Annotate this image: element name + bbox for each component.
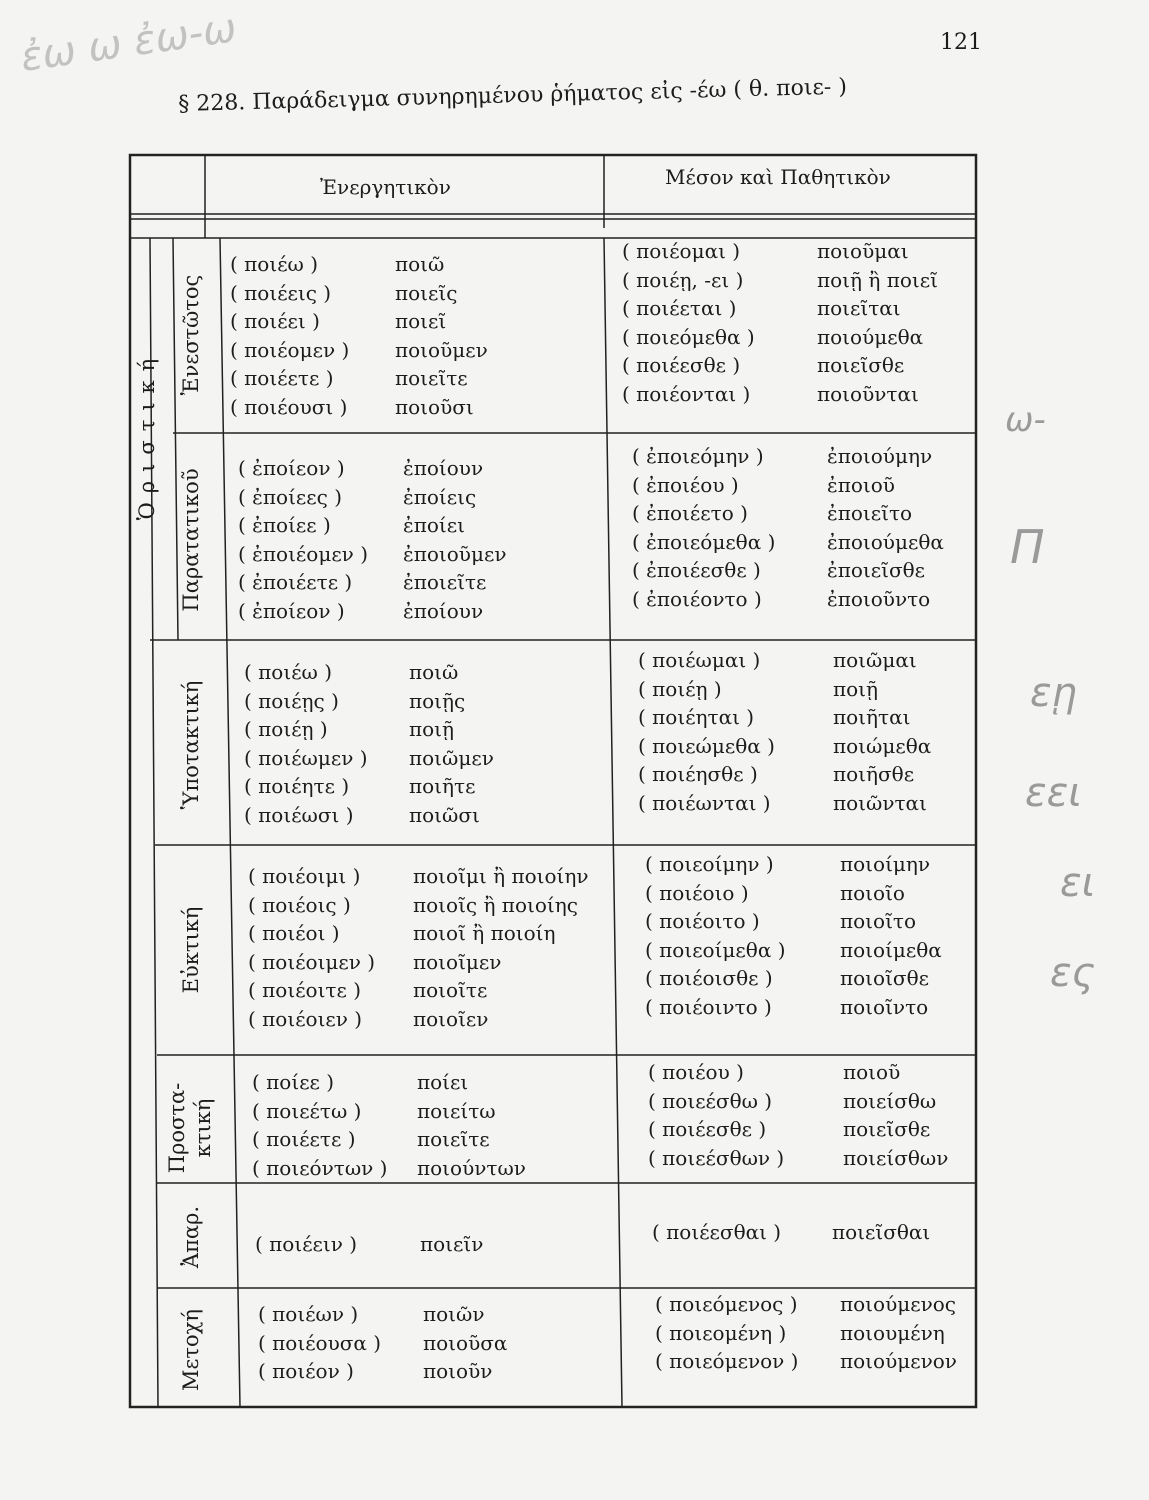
form-row — [645, 964, 942, 993]
uncontracted-form: ( ποιέοιντο ) — [645, 994, 772, 1019]
contracted-form: ποιοίμεθα — [840, 937, 942, 962]
form-row — [238, 597, 506, 626]
form-row — [638, 675, 931, 704]
contracted-form: ποιοῖτε — [413, 978, 488, 1002]
uncontracted-form: ( ποιέησθε ) — [638, 762, 758, 786]
contracted-form: ἐποιεῖτο — [827, 501, 913, 525]
form-row — [238, 511, 506, 540]
uncontracted-form: ( ἐποιεόμεθα ) — [632, 529, 776, 554]
uncontracted-form: ( ποιέει ) — [230, 309, 320, 333]
cell-participle-middle — [655, 1290, 957, 1376]
form-row — [244, 744, 494, 773]
form-row — [238, 568, 506, 597]
contracted-form: ποιῇ ἢ ποιεῖ — [817, 267, 938, 292]
section-label-imperfect: Παρατατικοῦ — [179, 468, 203, 612]
form-row — [648, 1144, 948, 1173]
contracted-form: ποιῆσθε — [833, 762, 915, 786]
form-row — [645, 936, 942, 965]
contracted-form: ποιοῖσθε — [840, 966, 929, 990]
form-row — [248, 919, 589, 948]
form-row — [622, 266, 938, 295]
column-header-active: Ἐνεργητικὸν — [320, 175, 451, 199]
uncontracted-form: ( ποιέοιο ) — [645, 880, 749, 905]
form-row — [248, 1005, 589, 1034]
contracted-form: ποιῶν — [423, 1302, 485, 1326]
form-row — [622, 351, 938, 380]
form-row — [252, 1068, 526, 1097]
uncontracted-form: ( ποιεόντων ) — [252, 1155, 388, 1180]
contracted-form: ἐποίεις — [403, 484, 477, 509]
contracted-form: ἐποίουν — [403, 456, 484, 480]
form-row — [252, 1154, 526, 1183]
uncontracted-form: ( ποιέοι ) — [248, 921, 340, 945]
contracted-form: ἐποίει — [403, 513, 465, 537]
uncontracted-form: ( ποιέειν ) — [255, 1232, 358, 1256]
section-label-subjunctive: Ὑποτακτική — [179, 680, 203, 810]
uncontracted-form: ( ποιεώμεθα ) — [638, 733, 775, 758]
uncontracted-form: ( ποιέῃ ) — [244, 717, 328, 741]
contracted-form: ποιεῖ — [395, 309, 447, 333]
section-label-optative: Εὐκτική — [179, 906, 203, 994]
contracted-form: ἐποίουν — [403, 598, 484, 623]
contracted-form: ποιουμένη — [840, 1320, 945, 1345]
contracted-form: ποιῇ — [833, 676, 879, 701]
form-row — [244, 715, 494, 744]
cell-imperative-active — [252, 1068, 526, 1182]
form-row — [645, 850, 942, 879]
contracted-form: ἐποιούμην — [827, 444, 933, 468]
uncontracted-form: ( ποιέωμαι ) — [638, 648, 761, 672]
contracted-form: ποιοίμην — [840, 852, 931, 876]
uncontracted-form: ( ποιέον ) — [258, 1359, 354, 1383]
form-row — [638, 760, 931, 789]
contracted-form: ποιοῖμεν — [413, 949, 502, 974]
uncontracted-form: ( ποιεέσθω ) — [648, 1088, 773, 1113]
contracted-form: ποιούμενον — [840, 1349, 957, 1373]
form-row — [655, 1347, 957, 1376]
contracted-form: ποιοῦνται — [817, 381, 919, 406]
uncontracted-form: ( ποιέῃ ) — [638, 676, 722, 701]
contracted-form: ἐποιούμεθα — [827, 529, 944, 554]
uncontracted-form: ( ποιεοίμην ) — [645, 852, 774, 876]
column-header-middle: Μέσον καὶ Παθητικὸν — [665, 165, 891, 189]
cell-infinitive-active — [255, 1230, 483, 1259]
uncontracted-form: ( ποιέῃ, -ει ) — [622, 267, 744, 292]
contracted-form: ποιῶσι — [409, 802, 480, 827]
form-row — [252, 1097, 526, 1126]
uncontracted-form: ( ποιέοισθε ) — [645, 966, 773, 990]
uncontracted-form: ( ποιεομένη ) — [655, 1320, 787, 1345]
contracted-form: ἐποιεῖτε — [403, 570, 487, 594]
contracted-form: ποιοῦσα — [423, 1330, 508, 1355]
contracted-form: ποιοῖεν — [413, 1006, 489, 1031]
uncontracted-form: ( ποιεόμενον ) — [655, 1349, 799, 1373]
uncontracted-form: ( ποιέεσθε ) — [622, 353, 741, 377]
uncontracted-form: ( ποίεε ) — [252, 1070, 335, 1094]
form-row — [244, 801, 494, 830]
contracted-form: ποιεῖν — [420, 1232, 484, 1256]
mood-label-indicative: Ὁριστική — [135, 349, 159, 521]
form-row — [258, 1300, 507, 1329]
uncontracted-form: ( ποιέεις ) — [230, 280, 332, 305]
form-row — [638, 789, 931, 818]
form-row — [632, 442, 944, 471]
uncontracted-form: ( ποιέητε ) — [244, 774, 350, 798]
form-row — [230, 279, 488, 308]
margin-note-omega: ω- — [1005, 400, 1046, 440]
contracted-form: ποιεῖσθε — [843, 1117, 931, 1141]
form-row — [258, 1329, 507, 1358]
uncontracted-form: ( ἐποιέοντο ) — [632, 586, 762, 611]
cell-imperfect-middle — [632, 442, 944, 613]
uncontracted-form: ( ποιεοίμεθα ) — [645, 937, 786, 962]
contracted-form: ποιοῦσι — [395, 394, 474, 419]
contracted-form: ποίει — [417, 1070, 469, 1094]
uncontracted-form: ( ποιέομαι ) — [622, 239, 741, 263]
uncontracted-form: ( ἐποιέεσθε ) — [632, 558, 761, 582]
uncontracted-form: ( ποιέωσι ) — [244, 802, 354, 827]
cell-imperative-middle — [648, 1058, 948, 1172]
form-row — [230, 250, 488, 279]
uncontracted-form: ( ποιεόμενος ) — [655, 1292, 798, 1316]
uncontracted-form: ( ποιέω ) — [244, 660, 333, 684]
contracted-form: ποιούμενος — [840, 1292, 956, 1316]
uncontracted-form: ( ποιέομεν ) — [230, 337, 350, 362]
uncontracted-form: ( ποιέετε ) — [230, 366, 334, 390]
page-number: 121 — [940, 30, 982, 55]
cell-present-active — [230, 250, 488, 421]
margin-note-es: ες — [1050, 950, 1096, 996]
form-row — [244, 772, 494, 801]
form-row — [638, 703, 931, 732]
margin-note-ei2: εει — [1025, 770, 1082, 816]
form-row — [652, 1218, 930, 1247]
form-row — [638, 646, 931, 675]
form-row — [622, 380, 938, 409]
form-row — [622, 237, 938, 266]
margin-note-ei3: ει — [1060, 860, 1096, 906]
contracted-form: ποιῶνται — [833, 790, 927, 815]
contracted-form: ποιῆται — [833, 705, 911, 729]
uncontracted-form: ( ποιέουσι ) — [230, 394, 348, 419]
uncontracted-form: ( ποιέων ) — [258, 1302, 359, 1326]
cell-present-middle — [622, 237, 938, 408]
contracted-form: ποιεῖσθαι — [832, 1220, 931, 1244]
uncontracted-form: ( ἐποίεες ) — [238, 484, 343, 509]
contracted-form: ἐποιεῖσθε — [827, 558, 926, 582]
uncontracted-form: ( ἐποιέομεν ) — [238, 541, 368, 566]
contracted-form: ποιοῖς ἢ ποιοίης — [413, 892, 578, 917]
form-row — [230, 336, 488, 365]
form-row — [258, 1357, 507, 1386]
form-row — [238, 483, 506, 512]
form-row — [632, 585, 944, 614]
section-label-imperative: Προστα- κτική — [165, 1082, 215, 1174]
uncontracted-form: ( ἐποίεε ) — [238, 513, 331, 537]
uncontracted-form: ( ποιεόμεθα ) — [622, 324, 755, 349]
section-heading: § 228. Παράδειγμα συνηρημένου ῥήματος εἰς -έω ( θ. ποιε- ) — [178, 74, 848, 117]
contracted-form: ἐποιοῦ — [827, 472, 895, 497]
contracted-form: ποιεῖτε — [395, 366, 468, 390]
form-row — [655, 1319, 957, 1348]
uncontracted-form: ( ἐποίεον ) — [238, 456, 345, 480]
uncontracted-form: ( ἐποιέετε ) — [238, 570, 353, 594]
cell-participle-active — [258, 1300, 507, 1386]
form-row — [655, 1290, 957, 1319]
contracted-form: ποιοῖο — [840, 880, 905, 905]
form-row — [622, 294, 938, 323]
uncontracted-form: ( ἐποιέετο ) — [632, 501, 748, 525]
form-row — [648, 1058, 948, 1087]
contracted-form: ποιοῖ ἢ ποιοίη — [413, 921, 556, 945]
uncontracted-form: ( ποιέοιτε ) — [248, 978, 362, 1002]
contracted-form: ποιώμεθα — [833, 733, 932, 758]
cell-optative-active — [248, 862, 589, 1033]
contracted-form: ποιοῖντο — [840, 994, 929, 1019]
form-row — [645, 993, 942, 1022]
cell-subjunctive-middle — [638, 646, 931, 817]
contracted-form: ποιεῖτε — [417, 1127, 490, 1151]
uncontracted-form: ( ἐποιεόμην ) — [632, 444, 764, 468]
cell-imperfect-active — [238, 454, 506, 625]
contracted-form: ποιοῖμι ἢ ποιοίην — [413, 864, 589, 888]
cell-infinitive-middle — [652, 1218, 930, 1247]
contracted-form: ποιεῖται — [817, 296, 901, 320]
uncontracted-form: ( ποιεέτω ) — [252, 1098, 362, 1123]
form-row — [244, 687, 494, 716]
contracted-form: ποιείτω — [417, 1098, 496, 1123]
form-row — [632, 556, 944, 585]
contracted-form: ποιῶμαι — [833, 648, 917, 672]
uncontracted-form: ( ποιέεσθε ) — [648, 1117, 767, 1141]
form-row — [230, 364, 488, 393]
cell-optative-middle — [645, 850, 942, 1021]
margin-note-ei1: εῃ — [1030, 670, 1077, 716]
contracted-form: ποιῶ — [395, 252, 445, 276]
contracted-form: ποιῇ — [409, 717, 455, 741]
form-row — [648, 1087, 948, 1116]
form-row — [638, 732, 931, 761]
section-label-participle: Μετοχή — [179, 1309, 203, 1391]
form-row — [248, 948, 589, 977]
uncontracted-form: ( ποιέοιμεν ) — [248, 949, 376, 974]
contracted-form: ἐποιοῦντο — [827, 586, 931, 611]
form-row — [238, 454, 506, 483]
contracted-form: ποιούντων — [417, 1155, 526, 1180]
uncontracted-form: ( ποιέοις ) — [248, 892, 351, 917]
contracted-form: ποιοῦμεν — [395, 337, 488, 362]
uncontracted-form: ( ποιέοιμι ) — [248, 864, 361, 888]
contracted-form: ποιείσθω — [843, 1088, 937, 1113]
form-row — [248, 891, 589, 920]
uncontracted-form: ( ποιέῃς ) — [244, 688, 339, 713]
contracted-form: ποιῶ — [409, 660, 459, 684]
contracted-form: ποιείσθων — [843, 1145, 949, 1170]
section-label-present: Ἐνεστῶτος — [179, 274, 203, 396]
uncontracted-form: ( ποιέεται ) — [622, 296, 737, 320]
form-row — [632, 528, 944, 557]
uncontracted-form: ( ποιέοιτο ) — [645, 909, 760, 933]
pencil-scribble-top: ἐω ω ἐω-ω — [17, 5, 240, 81]
cell-subjunctive-active — [244, 658, 494, 829]
contracted-form: ποιούμεθα — [817, 324, 924, 349]
uncontracted-form: ( ποιέετε ) — [252, 1127, 356, 1151]
uncontracted-form: ( ποιέωμεν ) — [244, 745, 368, 770]
contracted-form: ποιῶμεν — [409, 745, 494, 770]
contracted-form: ποιοῖτο — [840, 909, 917, 933]
uncontracted-form: ( ποιέουσα ) — [258, 1330, 382, 1355]
uncontracted-form: ( ποιέηται ) — [638, 705, 755, 729]
uncontracted-form: ( ποιέοιεν ) — [248, 1006, 363, 1031]
uncontracted-form: ( ἐποίεον ) — [238, 598, 345, 623]
contracted-form: ποιοῦν — [423, 1359, 493, 1383]
form-row — [632, 471, 944, 500]
form-row — [248, 862, 589, 891]
form-row — [248, 976, 589, 1005]
uncontracted-form: ( ποιέωνται ) — [638, 790, 771, 815]
section-label-infinitive: Ἀπαρ. — [179, 1205, 203, 1269]
form-row — [238, 540, 506, 569]
uncontracted-form: ( ποιέονται ) — [622, 381, 751, 406]
contracted-form: ποιοῦμαι — [817, 239, 909, 263]
form-row — [230, 393, 488, 422]
form-row — [632, 499, 944, 528]
uncontracted-form: ( ποιέω ) — [230, 252, 319, 276]
form-row — [645, 907, 942, 936]
uncontracted-form: ( ἐποιέου ) — [632, 472, 739, 497]
contracted-form: ποιῇς — [409, 688, 466, 713]
uncontracted-form: ( ποιεέσθων ) — [648, 1145, 785, 1170]
uncontracted-form: ( ποιέου ) — [648, 1060, 744, 1084]
form-row — [252, 1125, 526, 1154]
form-row — [230, 307, 488, 336]
contracted-form: ποιεῖσθε — [817, 353, 905, 377]
uncontracted-form: ( ποιέεσθαι ) — [652, 1220, 782, 1244]
contracted-form: ποιεῖς — [395, 280, 458, 305]
margin-note-pi: Π — [1010, 520, 1045, 574]
form-row — [648, 1115, 948, 1144]
form-row — [645, 879, 942, 908]
contracted-form: ἐποιοῦμεν — [403, 541, 507, 566]
form-row — [622, 323, 938, 352]
contracted-form: ποιοῦ — [843, 1060, 901, 1084]
form-row — [255, 1230, 483, 1259]
contracted-form: ποιῆτε — [409, 774, 476, 798]
form-row — [244, 658, 494, 687]
